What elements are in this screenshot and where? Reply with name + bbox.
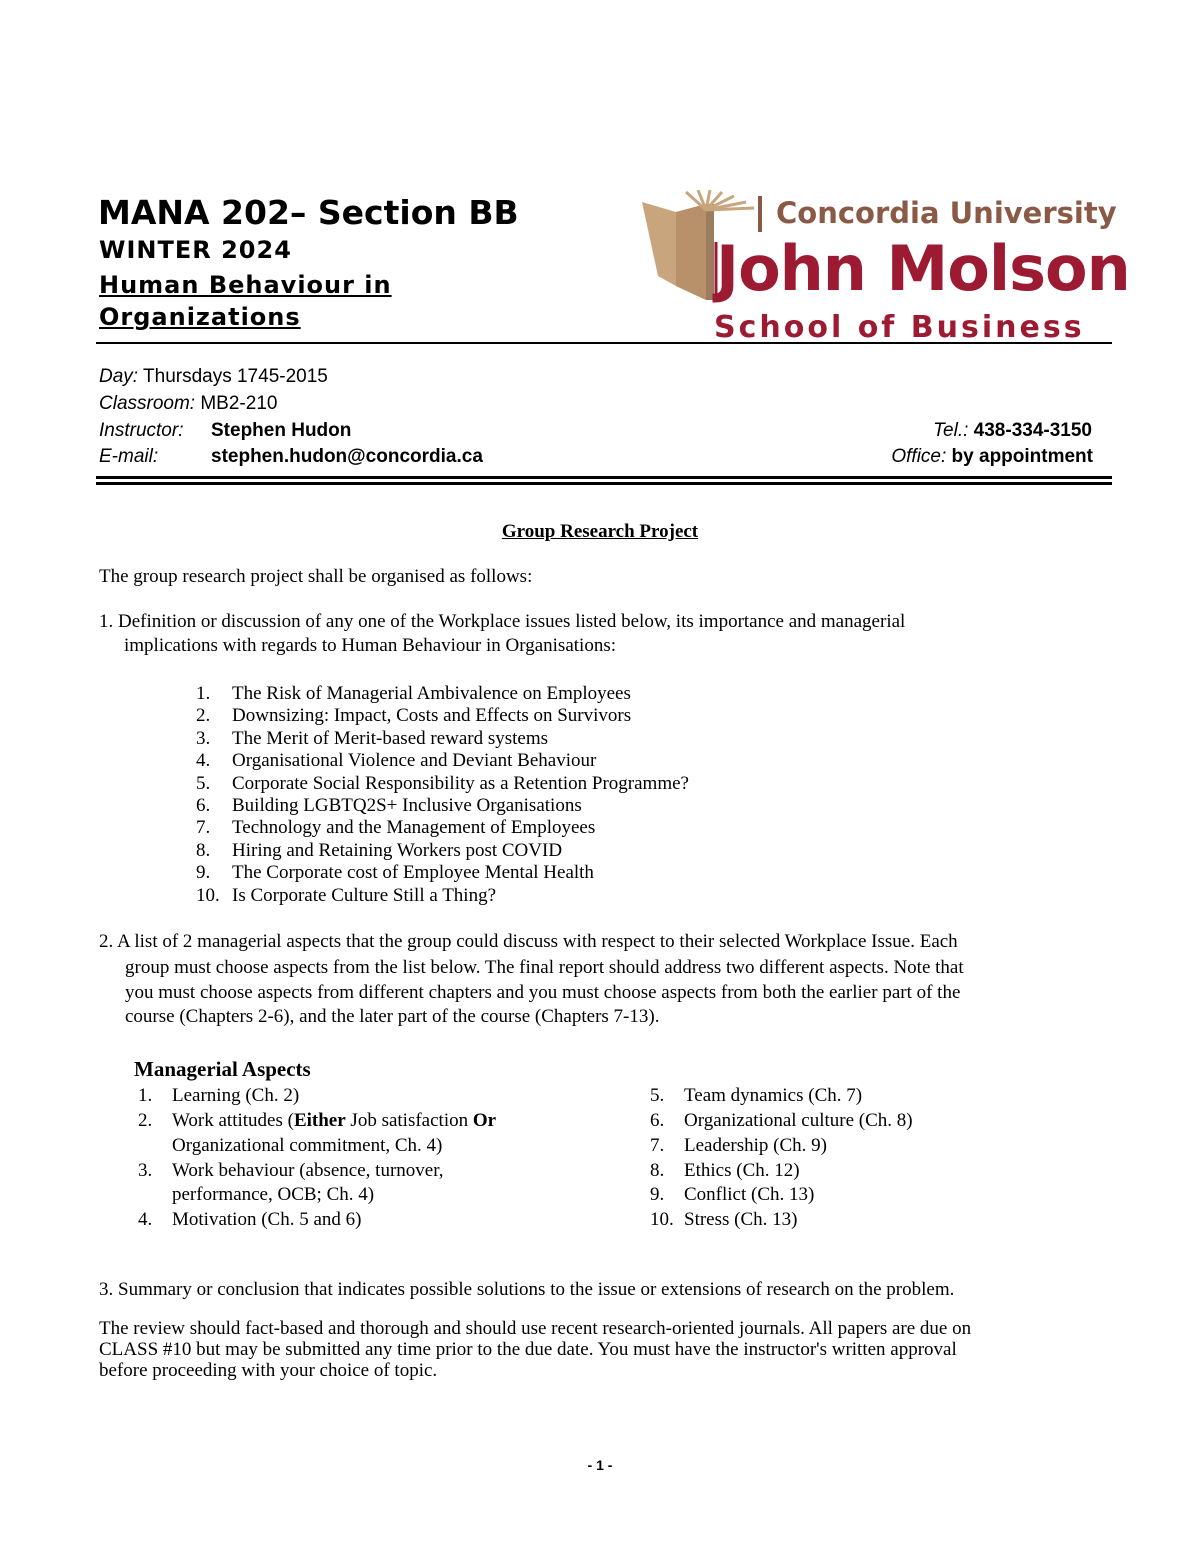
list-item [196,885,496,907]
item1-line2: implications with regards to Human Behaviour in Organisations: [124,635,616,656]
page-number: - 1 - [587,1457,613,1473]
review-line1: The review should fact-based and thorough and should use recent research-oriented journals. All papers are due on [99,1318,972,1339]
topic-number: 4. [196,750,211,771]
list-item [138,1208,361,1232]
item2-line4: course (Chapters 2-6), and the later part of the course (Chapters 7-13). [125,1006,660,1027]
item2-line1: 2. A list of 2 managerial aspects that the group could discuss with respect to their selected Workplace Issue. Each [99,931,958,952]
aspect-number: 9. [650,1184,665,1205]
topic-text: The Corporate cost of Employee Mental Health [232,862,594,883]
email-label: E-mail: [99,446,159,467]
logo-divider [758,196,764,232]
classroom-label: Classroom: [99,393,196,414]
topic-text: The Risk of Managerial Ambivalence on Employees [232,683,631,704]
instructor-value: Stephen Hudon [211,420,352,441]
office-row [891,446,1093,468]
review-line2: CLASS #10 but may be submitted any time prior to the due date. You must have the instructor's written approval [99,1339,957,1360]
list-item [138,1109,496,1133]
day-value: Thursdays 1745-2015 [143,366,328,387]
list-item [196,705,631,727]
aspect-number: 10. [650,1209,674,1230]
topic-text: Corporate Social Responsibility as a Retention Programme? [232,773,689,794]
aspect-text: Leadership (Ch. 9) [684,1135,827,1156]
topic-number: 10. [196,885,220,906]
list-item [196,773,689,795]
instructor-label: Instructor: [99,420,184,441]
list-item [650,1109,913,1133]
item2-line3: you must choose aspects from different chapters and you must choose aspects from both the earlier part of the [125,982,961,1003]
list-item [196,817,595,839]
list-item [650,1134,827,1158]
section-heading: Group Research Project [501,521,699,542]
aspect-text: Organizational culture (Ch. 8) [684,1110,913,1131]
logo-university-name: Concordia University [776,196,1117,230]
logo-school-subtitle: School of Business [714,310,1085,345]
aspect-text: Stress (Ch. 13) [684,1209,798,1230]
classroom-value: MB2-210 [200,393,278,414]
aspect-number: 7. [650,1135,665,1156]
aspect-number: 5. [650,1085,665,1106]
aspect-text: Motivation (Ch. 5 and 6) [172,1209,362,1230]
aspect-number: 3. [138,1160,153,1181]
info-divider-bottom [96,482,1112,485]
logo-school-name: John Molson [716,232,1130,305]
topic-text: Hiring and Retaining Workers post COVID [232,840,563,861]
item1-line1: 1. Definition or discussion of any one of the Workplace issues listed below, its importance and managerial [99,611,906,632]
topic-text: Building LGBTQ2S+ Inclusive Organisations [232,795,582,816]
list-item [138,1159,444,1183]
topic-text: Organisational Violence and Deviant Behaviour [232,750,597,771]
list-item [196,862,594,884]
list-item [196,840,562,862]
aspect-text: Work attitudes (Either Job satisfaction Or [172,1110,497,1131]
aspect-number: 6. [650,1110,665,1131]
course-name: Human Behaviour in Organizations [99,271,392,331]
list-item [196,750,596,772]
tel-value: 438-334-3150 [973,420,1092,441]
course-title: MANA 202– Section BB [98,193,519,232]
aspect-text: Work behaviour (absence, turnover, [172,1160,444,1181]
tel-label: Tel.: [933,420,969,441]
aspect-text-continued: Organizational commitment, Ch. 4) [172,1135,443,1156]
list-item [650,1183,814,1207]
aspect-text: Ethics (Ch. 12) [684,1160,800,1181]
item3-text: 3. Summary or conclusion that indicates possible solutions to the issue or extensions of research on the problem. [99,1279,955,1300]
aspect-number: 2. [138,1110,153,1131]
office-value: by appointment [951,446,1093,467]
aspect-number: 4. [138,1209,153,1230]
aspect-text: Learning (Ch. 2) [172,1085,300,1106]
review-line3: before proceeding with your choice of topic. [99,1360,438,1381]
topic-number: 9. [196,862,211,883]
topic-text: Downsizing: Impact, Costs and Effects on Survivors [232,705,632,726]
email-value[interactable]: stephen.hudon@concordia.ca [211,446,483,467]
topic-number: 6. [196,795,211,816]
item2-line2: group must choose aspects from the list below. The final report should address two different aspects. Note that [125,957,964,978]
intro-text: The group research project shall be organised as follows: [99,566,533,587]
list-item [196,795,582,817]
aspect-number: 8. [650,1160,665,1181]
term: WINTER 2024 [99,236,292,264]
list-item [196,728,548,750]
aspect-text: Conflict (Ch. 13) [684,1184,815,1205]
aspects-heading: Managerial Aspects [134,1057,311,1081]
list-item [650,1159,800,1183]
list-item [650,1208,797,1232]
topic-number: 5. [196,773,211,794]
info-divider-top [96,476,1112,479]
topic-number: 8. [196,840,211,861]
topic-number: 3. [196,728,211,749]
topic-text: Is Corporate Culture Still a Thing? [232,885,497,906]
topic-number: 1. [196,683,211,704]
list-item [196,683,631,705]
day-row [99,366,328,388]
aspect-number: 1. [138,1085,153,1106]
topic-text: The Merit of Merit-based reward systems [232,728,549,749]
classroom-row [99,393,277,415]
day-label: Day: [99,366,139,387]
aspect-text-continued: performance, OCB; Ch. 4) [172,1184,375,1205]
topic-number: 2. [196,705,211,726]
office-label: Office: [891,446,947,467]
topic-number: 7. [196,817,211,838]
topic-text: Technology and the Management of Employees [232,817,596,838]
list-item [138,1084,299,1108]
tel-row [933,420,1092,442]
list-item [650,1084,862,1108]
aspect-text: Team dynamics (Ch. 7) [684,1085,863,1106]
